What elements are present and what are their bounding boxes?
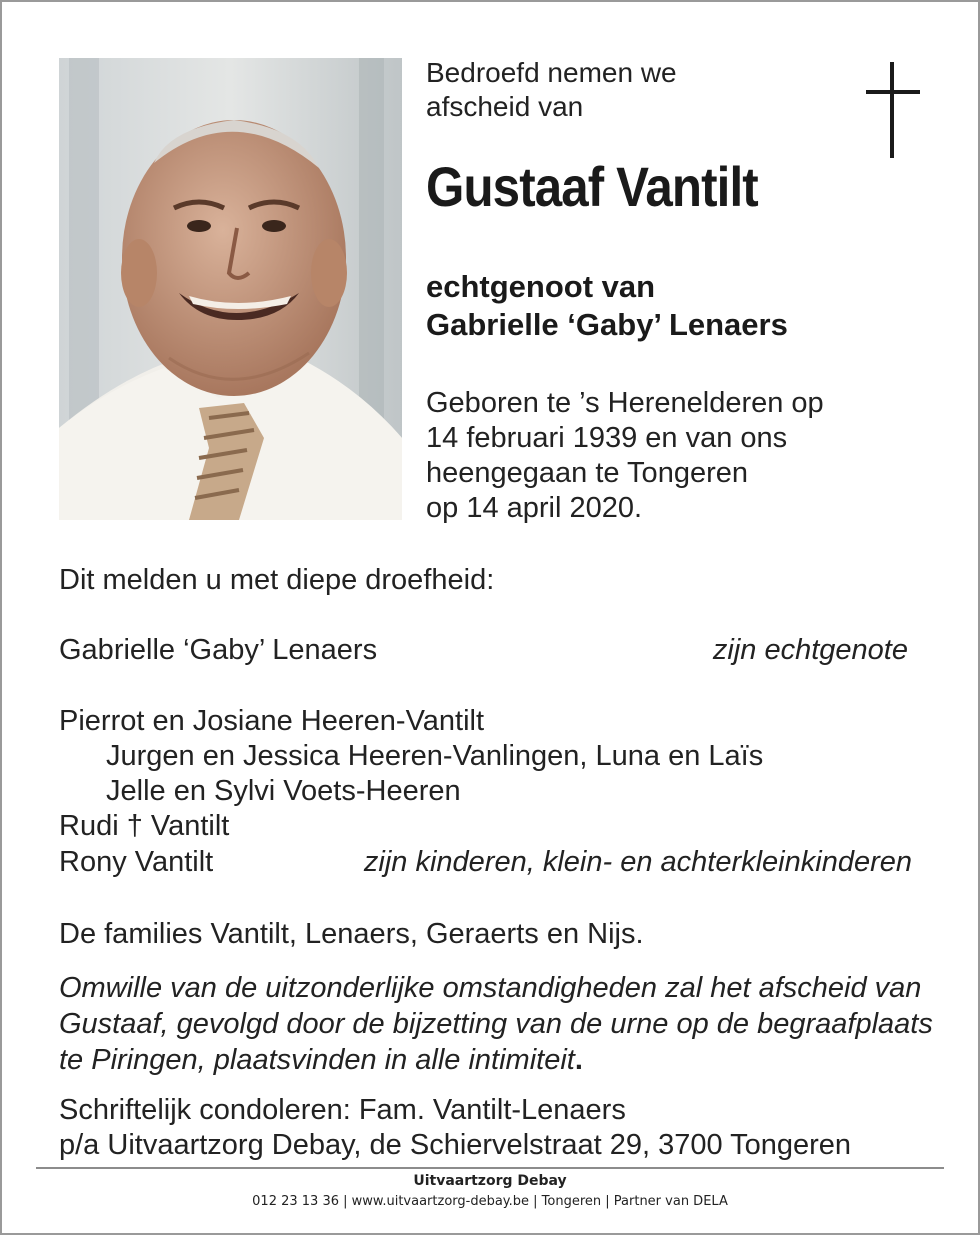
- spouse-name: Gabrielle ‘Gaby’ Lenaers: [426, 307, 788, 342]
- families-line: De families Vantilt, Lenaers, Geraerts en Nijs.: [59, 918, 644, 950]
- intro-line: Bedroefd nemen we: [426, 57, 677, 88]
- condolence-address: p/a Uitvaartzorg Debay, de Schiervelstraat 29, 3700 Tongeren: [59, 1129, 852, 1161]
- portrait-photo: [59, 58, 402, 520]
- family-spouse-role: zijn echtgenote: [712, 634, 908, 666]
- birth-line: Geboren te ’s Herenelderen op: [426, 387, 824, 419]
- condolence-line: Schriftelijk condoleren: Fam. Vantilt-Lenaers: [59, 1094, 626, 1126]
- footer-divider: [36, 1167, 944, 1169]
- family-child: Pierrot en Josiane Heeren-Vantilt: [59, 705, 485, 737]
- birth-line: 14 februari 1939 en van ons: [426, 422, 788, 454]
- announcement: Dit melden u met diepe droefheid:: [59, 564, 495, 596]
- spouse-line: echtgenoot van: [426, 269, 656, 304]
- family-children-role: zijn kinderen, klein- en achterkleinkinderen: [363, 846, 912, 878]
- intro-line: afscheid van: [426, 91, 584, 122]
- footer-company: Uitvaartzorg Debay: [413, 1173, 567, 1189]
- family-child: Rony Vantilt: [59, 846, 214, 878]
- ceremony-notice-period: .: [574, 1044, 583, 1076]
- family-spouse-name: Gabrielle ‘Gaby’ Lenaers: [59, 634, 378, 666]
- family-grandchild: Jelle en Sylvi Voets-Heeren: [106, 775, 461, 807]
- birth-death-info: [426, 386, 824, 526]
- family-grandchild: Jurgen en Jessica Heeren-Vanlingen, Luna en Laïs: [106, 740, 764, 772]
- birth-line: heengegaan te Tongeren: [426, 457, 748, 489]
- deceased-name: Gustaaf Vantilt: [426, 155, 758, 218]
- family-child: Rudi † Vantilt: [59, 810, 230, 842]
- footer-contact-info: 012 23 13 36 | www.uitvaartzorg-debay.be | Tongeren | Partner van DELA: [252, 1194, 728, 1209]
- spouse-block: [426, 268, 788, 344]
- intro-text: [426, 56, 677, 124]
- birth-line: op 14 april 2020.: [426, 492, 643, 524]
- ceremony-notice-text: Omwille van de uitzonderlijke omstandigheden zal het afscheid van Gustaaf, gevolgd door de bijzetting van de urne op de begraafplaats te Piringen, plaatsvinden in alle intimiteit: [59, 972, 933, 1076]
- ceremony-notice: [59, 970, 939, 1078]
- cross-icon: [864, 62, 922, 158]
